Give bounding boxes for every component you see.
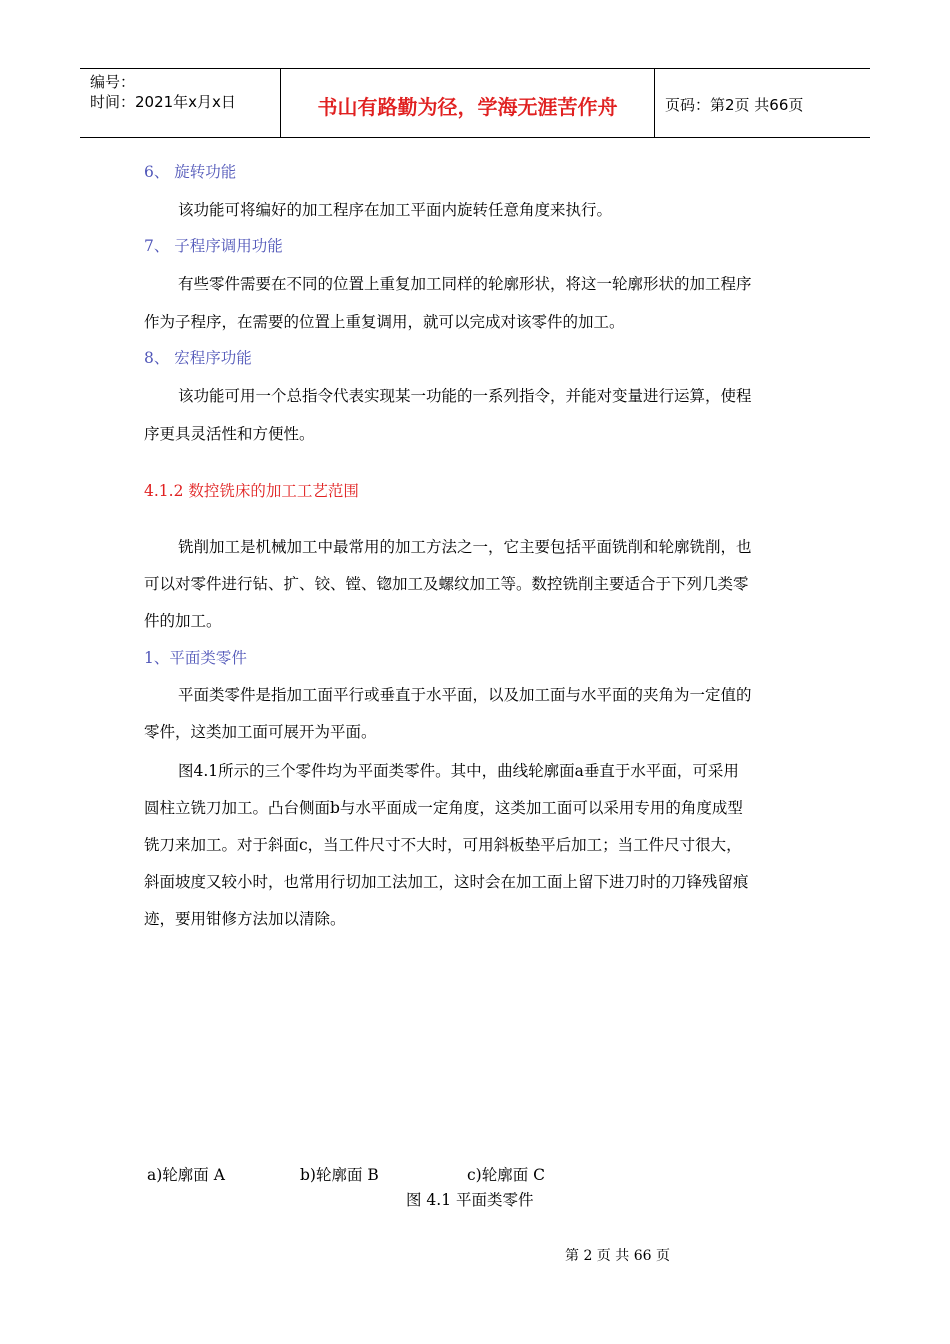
section-8-heading: 8、 宏程序功能 <box>144 349 252 367</box>
section-1-paragraph-1-line-2: 零件，这类加工面可展开为平面。 <box>144 723 377 741</box>
section-8-paragraph-line-1: 该功能可用一个总指令代表实现某一功能的一系列指令，并能对变量进行运算，使程 <box>178 387 752 405</box>
section-8-paragraph-line-2: 序更具灵活性和方便性。 <box>144 425 315 443</box>
section-1-paragraph-2-line-2: 圆柱立铣刀加工。凸台侧面b与水平面成一定角度，这类加工面可以采用专用的角度成型 <box>144 799 743 817</box>
figure-label-c: c)轮廓面 C <box>467 1166 546 1184</box>
header-id-label: 编号： <box>90 73 136 91</box>
section-7-heading: 7、 子程序调用功能 <box>144 237 283 255</box>
page-footer: 第 2 页 共 66 页 <box>565 1248 670 1264</box>
section-4-1-2-paragraph-line-3: 件的加工。 <box>144 612 222 630</box>
header-page-info: 页码：第2页 共66页 <box>665 95 804 114</box>
section-4-1-2-heading: 4.1.2 数控铣床的加工工艺范围 <box>144 482 359 500</box>
section-1-paragraph-2-line-5: 迹，要用钳修方法加以清除。 <box>144 910 346 928</box>
page-header <box>80 68 870 138</box>
header-time-label: 时间：2021年x月x日 <box>90 93 236 111</box>
section-7-paragraph-line-2: 作为子程序，在需要的位置上重复调用，就可以完成对该零件的加工。 <box>144 313 625 331</box>
header-motto: 书山有路勤为径，学海无涯苦作舟 <box>281 69 655 137</box>
section-1-heading: 1、平面类零件 <box>144 649 247 667</box>
header-meta <box>80 69 281 137</box>
section-1-paragraph-2-line-3: 铣刀来加工。对于斜面c，当工件尺寸不大时，可用斜板垫平后加工；当工件尺寸很大， <box>144 836 742 854</box>
section-1-paragraph-2-line-1: 图4.1所示的三个零件均为平面类零件。其中，曲线轮廓面a垂直于水平面，可采用 <box>178 762 739 780</box>
figure-label-a: a)轮廓面 A <box>147 1166 225 1184</box>
figure-label-b: b)轮廓面 B <box>300 1166 379 1184</box>
section-1-paragraph-1-line-1: 平面类零件是指加工面平行或垂直于水平面，以及加工面与水平面的夹角为一定值的 <box>178 686 752 704</box>
section-7-paragraph-line-1: 有些零件需要在不同的位置上重复加工同样的轮廓形状，将这一轮廓形状的加工程序 <box>178 275 752 293</box>
section-4-1-2-paragraph-line-2: 可以对零件进行钻、扩、铰、镗、锪加工及螺纹加工等。数控铣削主要适合于下列几类零 <box>144 575 749 593</box>
figure-caption: 图 4.1 平面类零件 <box>406 1191 534 1209</box>
section-6-paragraph: 该功能可将编好的加工程序在加工平面内旋转任意角度来执行。 <box>178 201 613 219</box>
section-6-heading: 6、 旋转功能 <box>144 163 237 181</box>
section-4-1-2-paragraph-line-1: 铣削加工是机械加工中最常用的加工方法之一，它主要包括平面铣削和轮廓铣削，也 <box>178 538 752 556</box>
section-1-paragraph-2-line-4: 斜面坡度又较小时，也常用行切加工法加工，这时会在加工面上留下进刀时的刀锋残留痕 <box>144 873 749 891</box>
